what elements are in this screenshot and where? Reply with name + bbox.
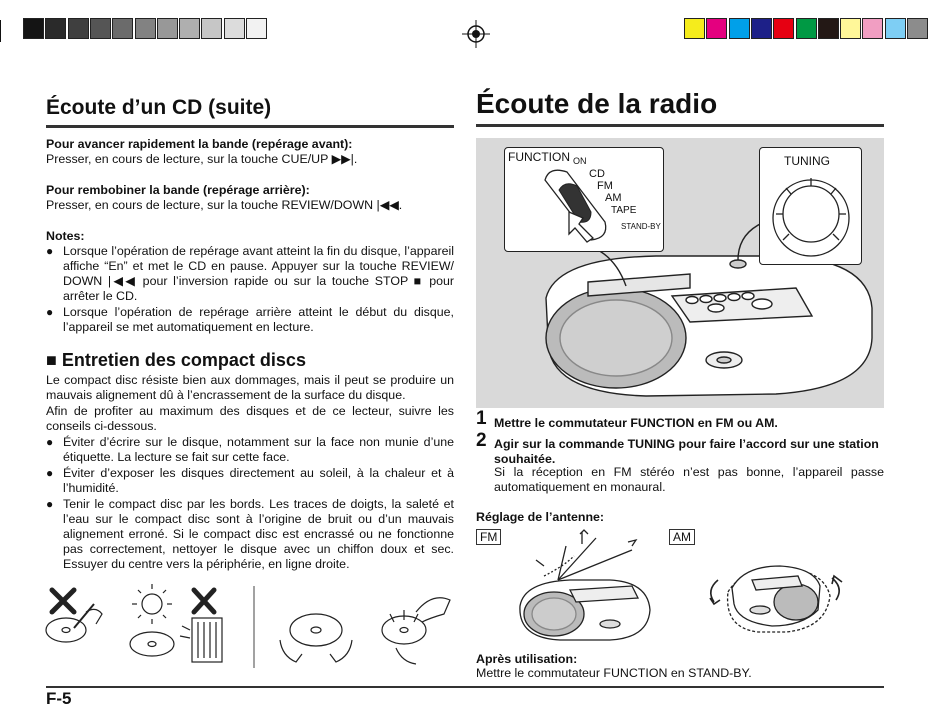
title-rule bbox=[46, 125, 454, 128]
gray-swatch bbox=[68, 18, 89, 39]
color-swatch bbox=[818, 18, 839, 39]
function-option-am: AM bbox=[605, 192, 622, 204]
forward-text: Presser, en cours de lecture, sur la touche CUE/UP ▶▶|. bbox=[46, 152, 358, 166]
color-swatch bbox=[862, 18, 883, 39]
forward-heading: Pour avancer rapidement la bande (repérage avant): bbox=[46, 137, 353, 151]
color-swatch bbox=[885, 18, 906, 39]
notes-heading: Notes: bbox=[46, 229, 85, 243]
function-option-tape: TAPE bbox=[611, 205, 637, 216]
footer-rule bbox=[46, 686, 884, 688]
gray-swatch bbox=[224, 18, 245, 39]
after-use-heading: Après utilisation: bbox=[476, 652, 578, 666]
care-tip: Tenir le compact disc par les bords. Les traces de doigts, la saleté et l’eau sur le compact disc sont à l’origine de bruit ou d’un mauvais alignement erroné. Si le compact disc est encrassé ou ne fonctionne pas correctement, nettoyer le disque avec un chiffon doux et sec. Essuyer du centre vers la périphérie, en ligne droite. bbox=[63, 497, 454, 571]
radio-illustration bbox=[476, 138, 884, 408]
heater-icon bbox=[180, 618, 222, 662]
antenna-heading: Réglage de l’antenne: bbox=[476, 510, 605, 524]
color-swatch bbox=[907, 18, 928, 39]
fm-antenna-illustration bbox=[510, 526, 660, 644]
color-swatch bbox=[684, 18, 705, 39]
am-antenna-illustration bbox=[702, 552, 844, 648]
cd-section-title: Écoute d’un CD (suite) bbox=[46, 96, 272, 119]
gray-swatch bbox=[201, 18, 222, 39]
step-2-note: Si la réception en FM stéréo n’est pas bonne, l’appareil passe automatiquement en monaural. bbox=[494, 465, 884, 494]
disc-cleaning-icon bbox=[382, 598, 450, 664]
disc-care-illustrations bbox=[44, 582, 454, 672]
bullet: ● bbox=[46, 497, 54, 511]
gray-swatch bbox=[90, 18, 111, 39]
crop-mark bbox=[0, 20, 1, 42]
after-use-text: Mettre le commutateur FUNCTION en STAND-BY. bbox=[476, 666, 752, 680]
function-slider-icon bbox=[539, 162, 613, 248]
function-option-on: ON bbox=[573, 156, 587, 166]
bullet: ● bbox=[46, 466, 54, 480]
cd-care-section-title: ■ Entretien des compact discs bbox=[46, 350, 306, 370]
function-option-standby: STAND-BY bbox=[621, 222, 661, 231]
tuning-label: TUNING bbox=[784, 154, 830, 168]
care-tip: Éviter d’écrire sur le disque, notamment sur la face non munie d’une étiquette. La lecture se fait sur cette face. bbox=[63, 435, 454, 464]
registration-mark-icon bbox=[462, 20, 490, 48]
page-number: F-5 bbox=[46, 689, 72, 708]
function-option-fm: FM bbox=[597, 180, 613, 192]
gray-swatch bbox=[112, 18, 133, 39]
title-rule bbox=[476, 124, 884, 127]
boombox-icon bbox=[546, 256, 872, 396]
radio-section-title: Écoute de la radio bbox=[476, 88, 718, 119]
gray-swatch bbox=[246, 18, 267, 39]
step-1-text: Mettre le commutateur FUNCTION en FM ou AM. bbox=[494, 416, 778, 430]
color-swatch bbox=[840, 18, 861, 39]
step-1-number: 1 bbox=[476, 408, 487, 429]
color-swatch bbox=[729, 18, 750, 39]
care-intro-1: Le compact disc résiste bien aux dommages, mais il peut se produire un mauvais alignement dû à l’encrassement de la surface du disque. bbox=[46, 373, 454, 402]
prohibited-icon bbox=[52, 590, 74, 612]
step-2-number: 2 bbox=[476, 430, 487, 451]
color-swatch bbox=[706, 18, 727, 39]
bullet: ● bbox=[46, 305, 54, 319]
hands-holding-disc-icon bbox=[280, 614, 352, 662]
note-item: Lorsque l’opération de repérage avant atteint la fin du disque, l’appareil affiche “En” et met le CD en pause. Appuyer sur la touche REVIEW/ DOWN |◀◀ pour l’inversion rapide ou sur la touche STOP ■ pour arrêter le CD. bbox=[63, 244, 454, 303]
color-swatch bbox=[751, 18, 772, 39]
care-tip: Éviter d’exposer les disques directement au soleil, à la chaleur et à l’humidité. bbox=[63, 466, 454, 495]
gray-swatch bbox=[45, 18, 66, 39]
prohibited-icon bbox=[194, 590, 214, 612]
sun-icon bbox=[130, 584, 174, 656]
color-swatch bbox=[773, 18, 794, 39]
rewind-text: Presser, en cours de lecture, sur la touche REVIEW/DOWN |◀◀. bbox=[46, 198, 403, 212]
gray-swatch bbox=[157, 18, 178, 39]
bullet: ● bbox=[46, 244, 54, 258]
step-2-text: Agir sur la commande TUNING pour faire l’accord sur une station souhaitée. bbox=[494, 437, 879, 466]
bullet: ● bbox=[46, 435, 54, 449]
function-label: FUNCTION bbox=[508, 150, 570, 164]
color-swatch bbox=[796, 18, 817, 39]
gray-swatch bbox=[179, 18, 200, 39]
note-item: Lorsque l’opération de repérage arrière atteint le début du disque, l’appareil se met automatiquement en lecture. bbox=[63, 305, 454, 334]
fm-antenna-label: FM bbox=[476, 529, 501, 545]
gray-swatch bbox=[135, 18, 156, 39]
rewind-heading: Pour rembobiner la bande (repérage arrière): bbox=[46, 183, 310, 197]
gray-swatch bbox=[23, 18, 44, 39]
care-intro-2: Afin de profiter au maximum des disques et de ce lecteur, suivre les conseils ci-dessous. bbox=[46, 404, 454, 433]
am-antenna-label: AM bbox=[669, 529, 695, 545]
function-option-cd: CD bbox=[589, 168, 605, 180]
function-switch-callout bbox=[504, 147, 664, 252]
tuning-knob-icon bbox=[766, 170, 856, 260]
tuning-knob-callout bbox=[759, 147, 862, 265]
